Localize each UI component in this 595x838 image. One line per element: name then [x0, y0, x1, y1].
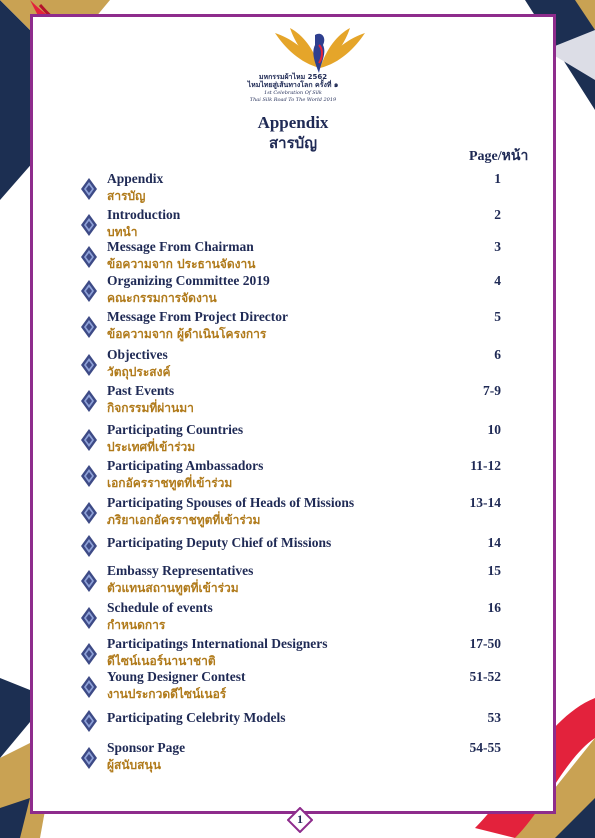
event-en-line-1: 1st Celebration Of Silk: [264, 90, 322, 96]
diamond-bullet-icon: [81, 676, 97, 698]
toc-item-title: Participating Countries: [107, 422, 244, 437]
toc-item-title: Embassy Representatives: [107, 563, 254, 578]
page-title: Appendix: [257, 113, 329, 132]
toc-item-page: 11-12: [470, 458, 501, 473]
toc-item-title: Participating Deputy Chief of Missions: [107, 535, 332, 550]
toc-item-page: 53: [487, 710, 501, 725]
toc-item-title: Young Designer Contest: [107, 669, 246, 684]
toc-item-page: 17-50: [469, 636, 501, 651]
toc-item-page: 6: [494, 347, 501, 362]
toc-item-page: 2: [494, 207, 501, 222]
toc-item-title-thai: บทนำ: [107, 225, 138, 239]
event-header: [33, 73, 553, 104]
toc-item-title: Sponsor Page: [107, 740, 186, 755]
toc-item-page: 4: [494, 273, 501, 288]
toc-item-title-thai: กำหนดการ: [107, 618, 166, 632]
toc-item-page: 51-52: [469, 669, 501, 684]
diamond-bullet-icon: [81, 535, 97, 557]
toc-item-title-thai: ภริยาเอกอัครราชทูตที่เข้าร่วม: [107, 513, 261, 527]
diamond-bullet-icon: [81, 570, 97, 592]
diamond-bullet-icon: [81, 465, 97, 487]
toc-card: [30, 14, 556, 826]
toc-item-title-thai: เอกอัครราชทูตที่เข้าร่วม: [107, 476, 233, 490]
diamond-bullet-icon: [81, 710, 97, 732]
toc-item-page: 13-14: [469, 495, 501, 510]
event-en-line-2: Thai Silk Road To The World 2019: [249, 97, 337, 103]
diamond-bullet-icon: [81, 429, 97, 451]
toc-item-title-thai: ข้อความจาก ประธานจัดงาน: [107, 257, 256, 271]
diamond-bullet-icon: [81, 214, 97, 236]
toc-item-title: Message From Project Director: [107, 309, 289, 324]
diamond-bullet-icon: [81, 643, 97, 665]
toc-item-title-thai: ผู้สนับสนุน: [107, 758, 161, 772]
toc-item-page: 54-55: [469, 740, 501, 755]
toc-item-page: 3: [494, 239, 501, 254]
toc-item-title-thai: ข้อความจาก ผู้ดำเนินโครงการ: [107, 327, 267, 341]
toc-item-page: 16: [487, 600, 501, 615]
diamond-bullet-icon: [81, 354, 97, 376]
page-column-header: Page/หน้า: [469, 149, 529, 164]
diamond-bullet-icon: [81, 747, 97, 769]
diamond-bullet-icon: [81, 390, 97, 412]
toc-item-title: Introduction: [107, 207, 181, 222]
page-number: 1: [297, 812, 303, 826]
event-name-line: มหกรรมผ้าไหม 2562: [258, 73, 328, 81]
toc-item-title-thai: สารบัญ: [107, 189, 146, 203]
toc-item-title-thai: ประเทศที่เข้าร่วม: [107, 440, 196, 454]
toc-item-title-thai: คณะกรรมการจัดงาน: [107, 291, 217, 305]
toc-item-title-thai: วัตถุประสงค์: [107, 365, 171, 379]
toc-item-page: 5: [494, 309, 501, 324]
toc-item-title: Participatings International Designers: [107, 636, 328, 651]
toc-item-title: Participating Ambassadors: [107, 458, 264, 473]
toc-item-title: Participating Spouses of Heads of Missions: [107, 495, 355, 510]
diamond-bullet-icon: [81, 246, 97, 268]
diamond-bullet-icon: [81, 280, 97, 302]
toc-item-title-thai: กิจกรรมที่ผ่านมา: [107, 401, 194, 415]
toc-item-title: Appendix: [107, 171, 164, 186]
page-title-thai: สารบัญ: [269, 134, 317, 152]
toc-item-title: Past Events: [107, 383, 175, 398]
toc-item-page: 15: [487, 563, 501, 578]
event-subtitle-line: ไหมไทยสู่เส้นทางโลก ครั้งที่ ๑: [247, 81, 339, 89]
toc-item-title: Objectives: [107, 347, 168, 362]
toc-item-page: 7-9: [483, 383, 501, 398]
toc-item-title-thai: ดีไซน์เนอร์นานาชาติ: [107, 654, 216, 668]
toc-item-page: 14: [487, 535, 501, 550]
toc-item-title: Organizing Committee 2019: [107, 273, 270, 288]
diamond-bullet-icon: [81, 607, 97, 629]
toc-item-title: Schedule of events: [107, 600, 213, 615]
diamond-bullet-icon: [81, 316, 97, 338]
toc-item-page: 10: [487, 422, 501, 437]
toc-item-title-thai: ตัวแทนสถานทูตที่เข้าร่วม: [107, 581, 239, 595]
toc-item-title-thai: งานประกวดดีไซน์เนอร์: [107, 687, 227, 701]
toc-item-title: Message From Chairman: [107, 239, 254, 254]
toc-item-title: Participating Celebrity Models: [107, 710, 286, 725]
toc-item-page: 1: [494, 171, 501, 186]
diamond-bullet-icon: [81, 178, 97, 200]
diamond-bullet-icon: [81, 502, 97, 524]
